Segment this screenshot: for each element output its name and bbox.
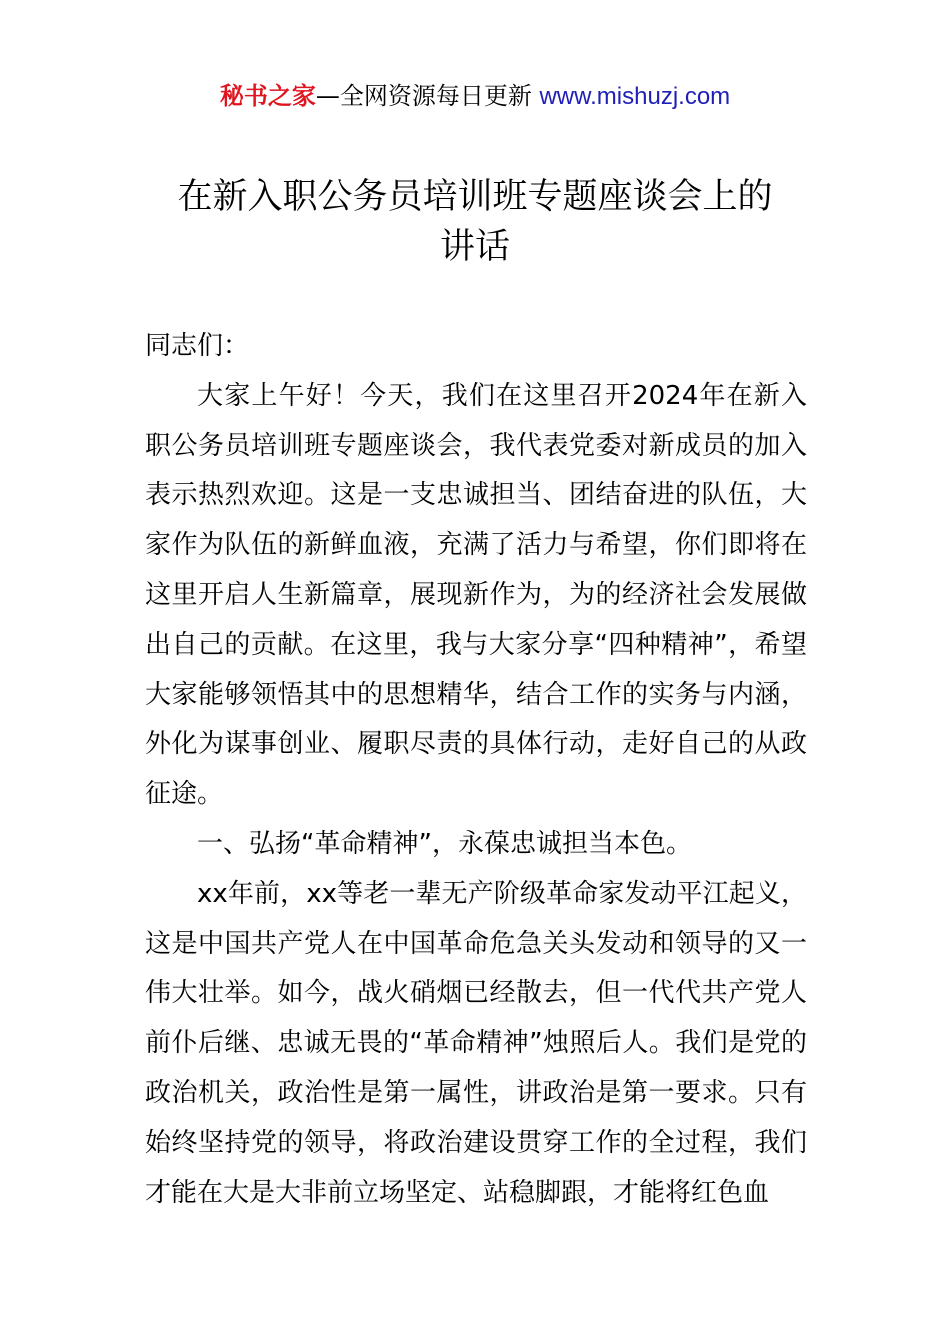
document-title [120,172,830,272]
site-url-link[interactable]: www.mishuzj.com [539,83,731,110]
paragraph-opening: 大家上午好！今天，我们在这里召开2024年在新入职公务员培训班专题座谈会，我代表党委对新成员的加入表示热烈欢迎。这是一支忠诚担当、团结奋进的队伍，大家作为队伍的新鲜血液，充满了活力与希望，你们即将在这里开启人生新篇章，展现新作为，为的经济社会发展做出自己的贡献。在这里，我与大家分享“四种精神”，希望大家能够领悟其中的思想精华，结合工作的实务与内涵，外化为谋事创业、履职尽责的具体行动，走好自己的从政征途。 [145,380,807,810]
section-heading-1: 一、弘扬“革命精神”，永葆忠诚担当本色。 [197,828,692,859]
salutation: 同志们： [145,331,250,361]
site-tagline: —全网资源每日更新 [315,82,540,110]
title-line-2: 讲话 [439,227,510,267]
site-header [0,78,950,115]
title-line-1: 在新入职公务员培训班专题座谈会上的 [177,177,773,217]
site-brand: 秘书之家 [219,82,316,110]
paragraph-section-1: xx年前，xx等老一辈无产阶级革命家发动平江起义，这是中国共产党人在中国革命危急关头发动和领导的又一伟大壮举。如今，战火硝烟已经散去，但一代代共产党人前仆后继、忠诚无畏的“革命精神”烛照后人。我们是党的政治机关，政治性是第一属性，讲政治是第一要求。只有始终坚持党的领导，将政治建设贯穿工作的全过程，我们才能在大是大非前立场坚定、站稳脚跟，才能将红色血 [145,878,807,1208]
document-body [145,322,807,1218]
